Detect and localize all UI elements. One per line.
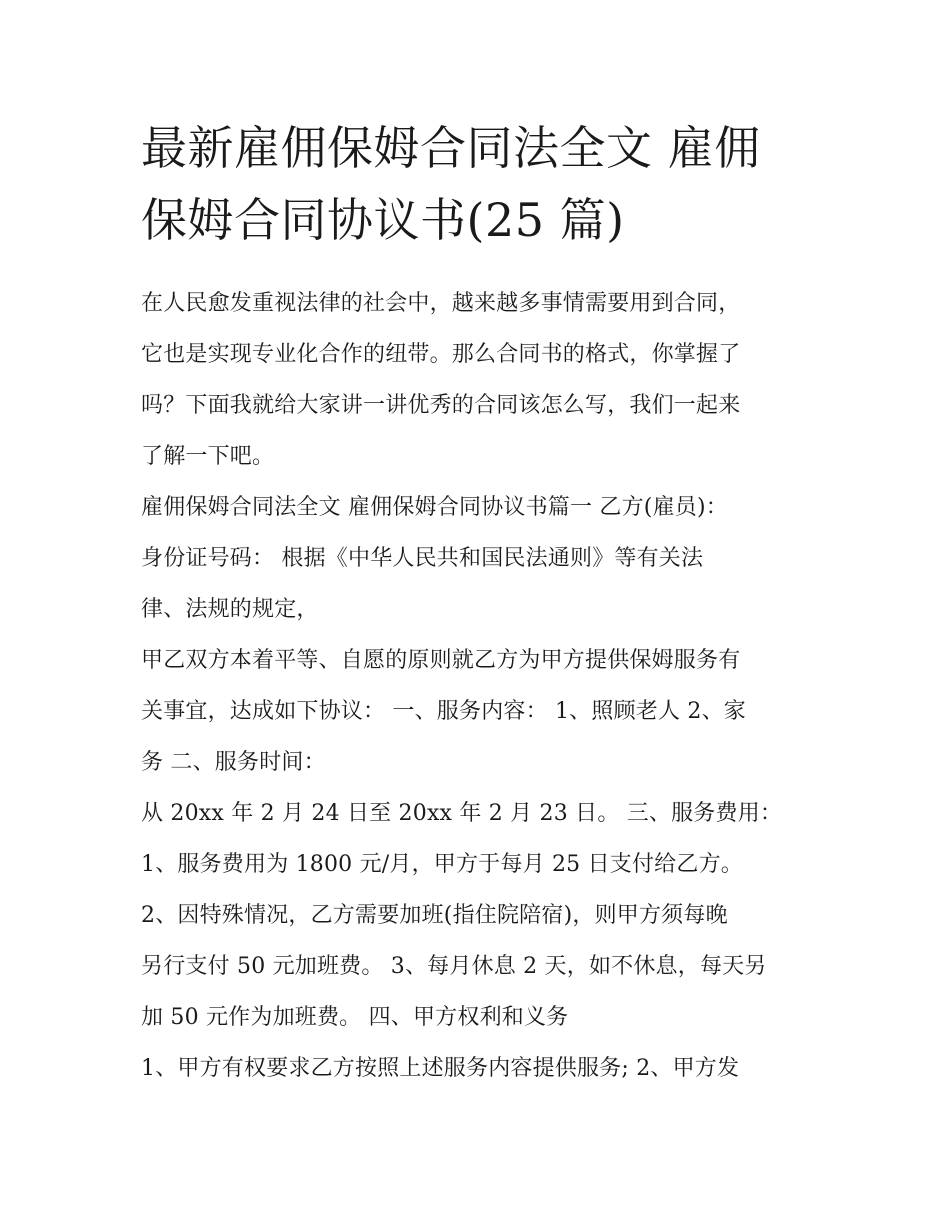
body-line: 吗？下面我就给大家讲一讲优秀的合同该怎么写，我们一起来 <box>141 393 741 418</box>
body-line: 身份证号码： 根据《中华人民共和国民法通则》等有关法 <box>141 546 704 571</box>
body-line: 关事宜，达成如下协议： 一、服务内容： 1、照顾老人 2、家 <box>141 699 746 724</box>
body-line: 从 20xx 年 2 月 24 日至 20xx 年 2 月 23 日。 三、服务费用： <box>141 801 783 826</box>
body-line: 它也是实现专业化合作的纽带。那么合同书的格式，你掌握了 <box>141 342 741 367</box>
document-body <box>141 278 821 1094</box>
body-line: 了解一下吧。 <box>141 444 275 469</box>
title-line: 保姆合同协议书(25 篇) <box>141 193 625 247</box>
body-line: 甲乙双方本着平等、自愿的原则就乙方为甲方提供保姆服务有 <box>141 648 741 673</box>
body-line: 在人民愈发重视法律的社会中，越来越多事情需要用到合同， <box>141 291 741 316</box>
body-line: 务 二、服务时间： <box>141 750 326 775</box>
body-line: 2、因特殊情况，乙方需要加班(指住院陪宿)，则甲方须每晚 <box>141 903 728 928</box>
body-line: 另行支付 50 元加班费。 3、每月休息 2 天，如不休息，每天另 <box>141 954 767 979</box>
title-line: 最新雇佣保姆合同法全文 雇佣 <box>141 121 761 175</box>
body-line: 律、法规的规定， <box>141 597 319 622</box>
body-line: 1、服务费用为 1800 元/月，甲方于每月 25 日支付给乙方。 <box>141 852 743 877</box>
body-line: 1、甲方有权要求乙方按照上述服务内容提供服务; 2、甲方发 <box>141 1056 740 1081</box>
body-line: 加 50 元作为加班费。 四、甲方权利和义务 <box>141 1005 569 1030</box>
document-title <box>141 112 831 256</box>
body-line: 雇佣保姆合同法全文 雇佣保姆合同协议书篇一 乙方(雇员)： <box>141 495 728 520</box>
